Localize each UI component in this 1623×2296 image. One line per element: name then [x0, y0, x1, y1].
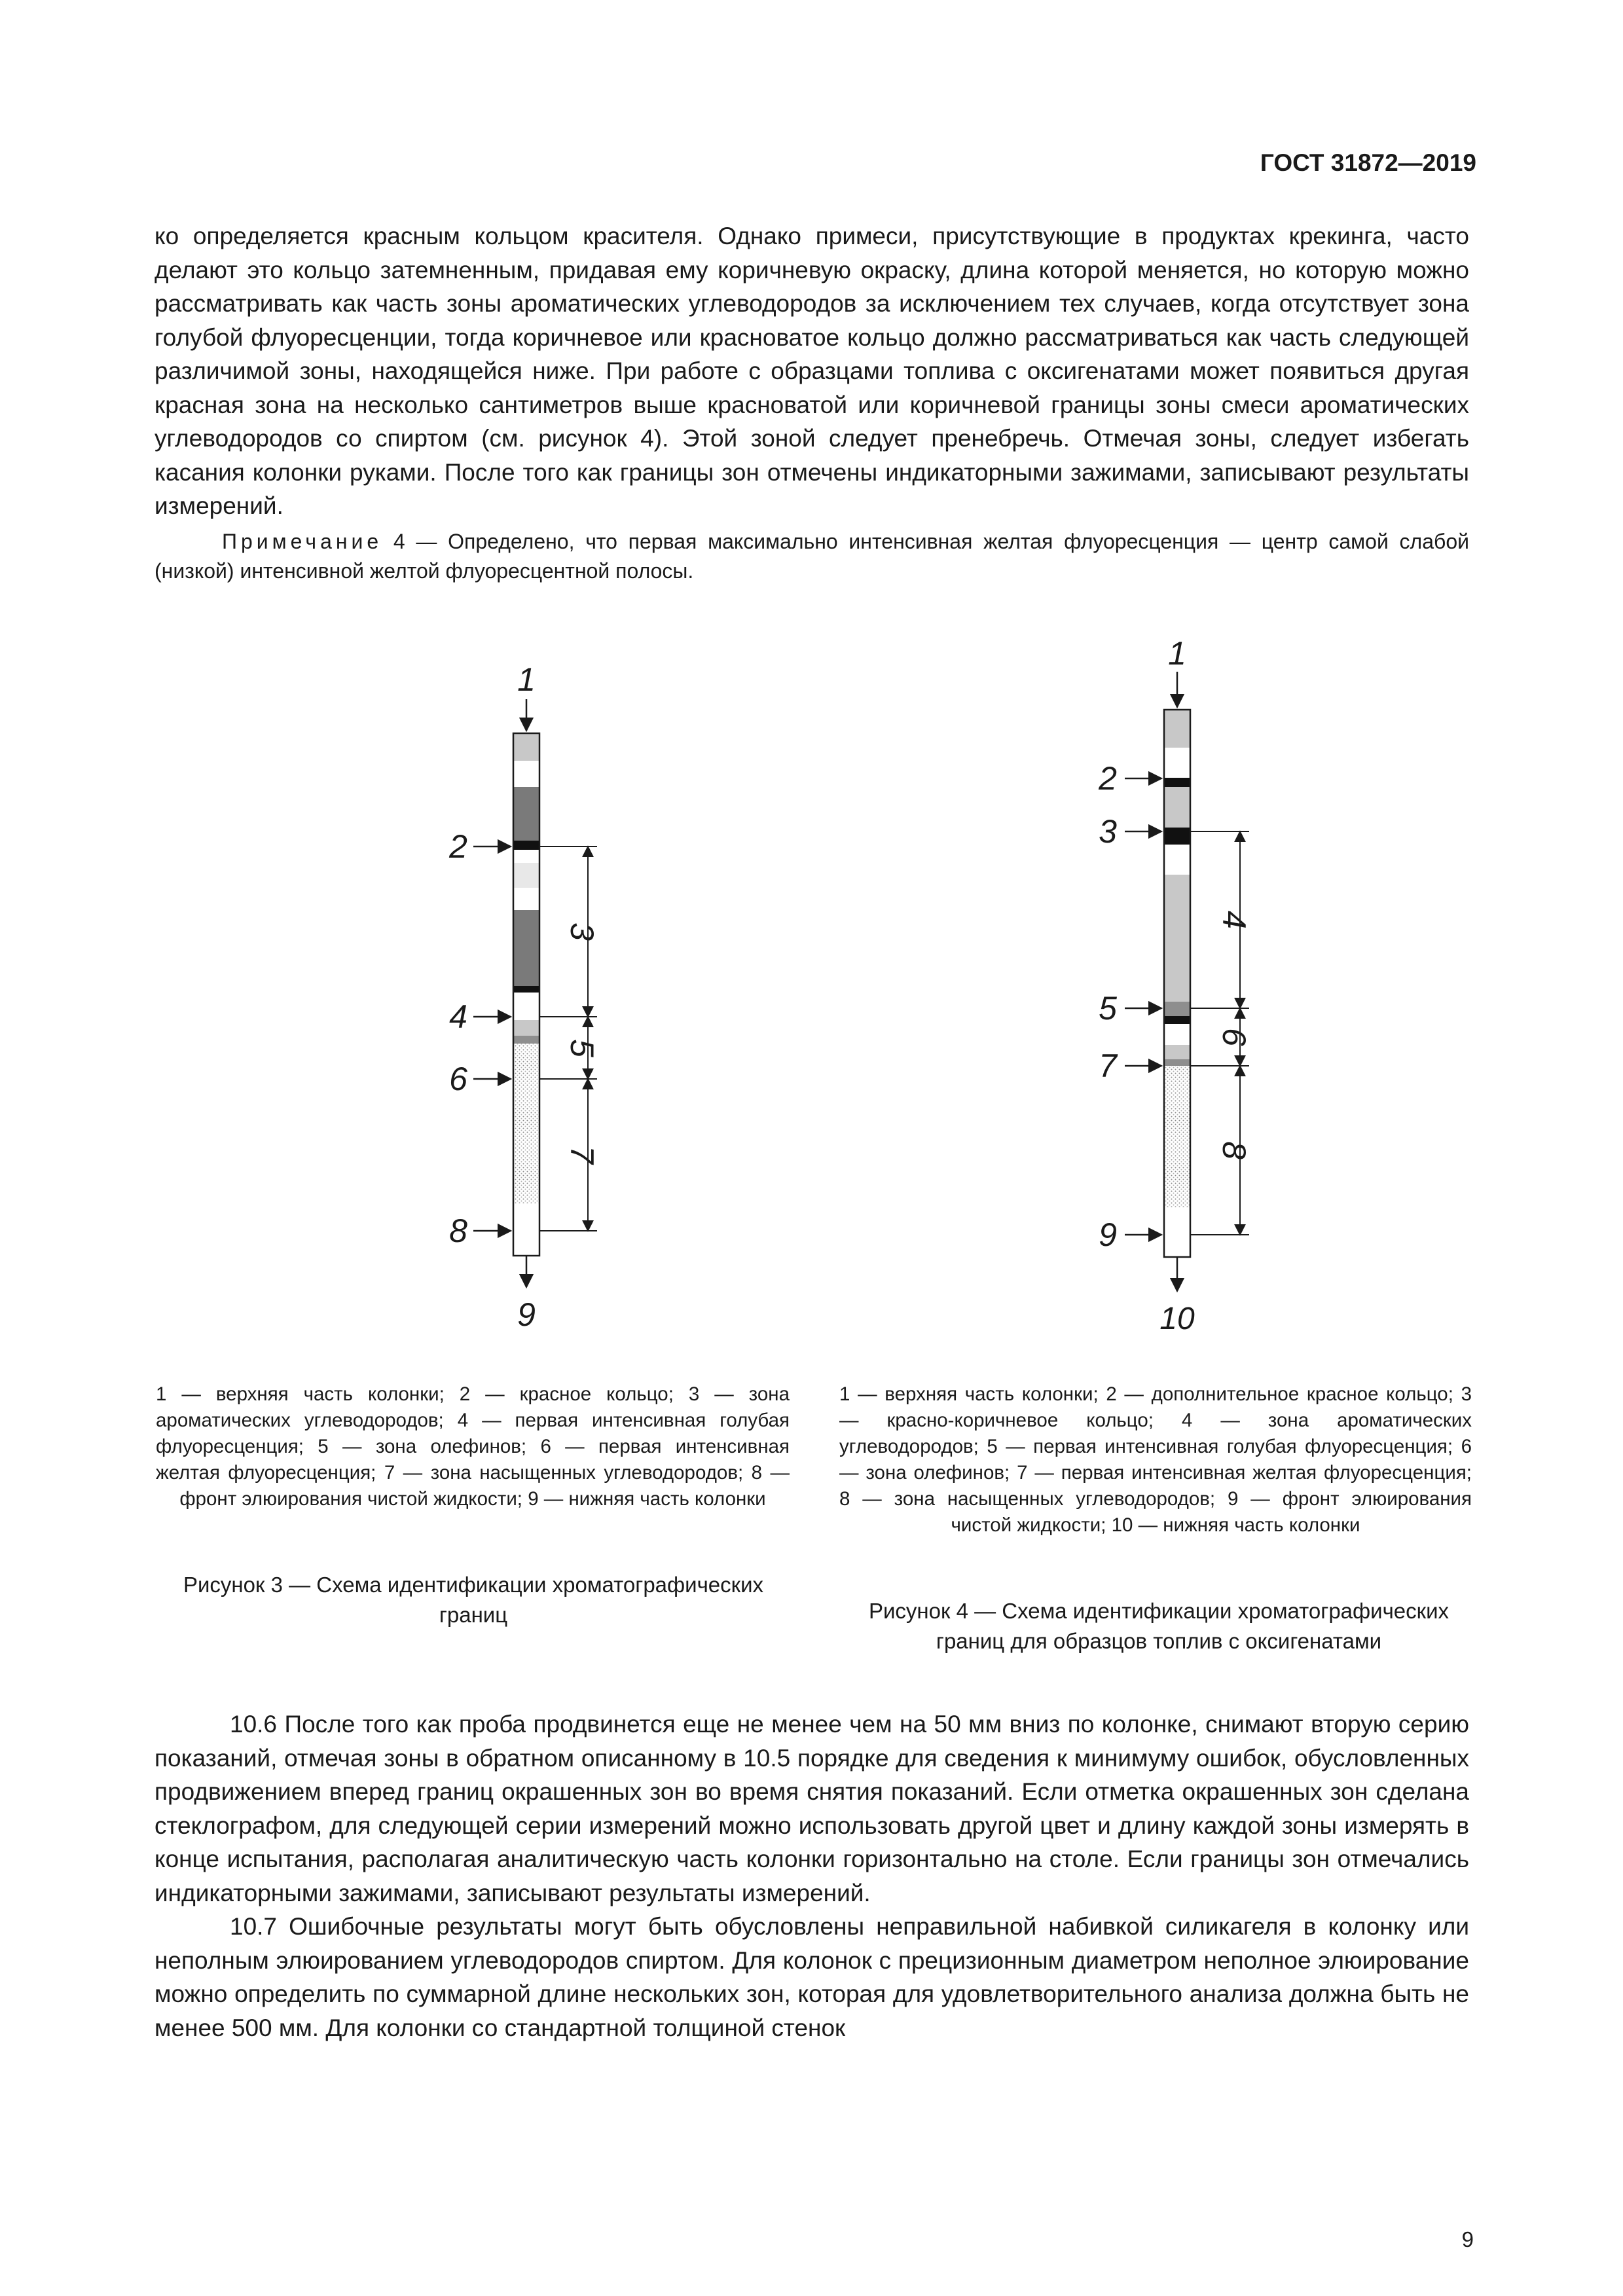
page-number: 9: [1461, 2227, 1474, 2251]
fig4-label-6: 6: [1216, 1028, 1252, 1046]
figure3-legend: 1 — верхняя часть колонки; 2 — красное кольцо; 3 — зона ароматических углеводородов; 4 — первая интенсивная голубая флуоресценция; 5 — зона олефинов; 6 — первая интенсивная желтая флуоресценция; 7 — зона насыщенных углеводородов; 8 — фронт элюирования чистой жидкости; 9 — нижняя часть колонки: [156, 1383, 790, 1510]
section-10-6-10-7: [155, 1707, 1469, 2045]
fig4-label-4: 4: [1216, 911, 1252, 929]
fig3-label-3: 3: [564, 922, 600, 941]
note-label: Примечание: [222, 529, 383, 553]
figure3-caption: Рисунок 3 — Схема идентификации хроматографических границ: [183, 1573, 764, 1627]
fig4-label-2: 2: [1099, 760, 1117, 797]
note-4: [155, 527, 1469, 586]
fig4-label-10: 10: [1159, 1302, 1195, 1336]
fig4-label-5: 5: [1099, 990, 1117, 1027]
fig4-label-7: 7: [1099, 1048, 1117, 1084]
figure4-legend: 1 — верхняя часть колонки; 2 — дополнительное красное кольцо; 3 — красно-коричневое кольцо; 4 — зона ароматических углеводородов; 5 — первая интенсивная голубая флуоресценция; 6 — зона олефинов; 7 — первая интенсивная желтая флуоресценция; 8 — зона насыщенных углеводородов; 9 — фронт элюирования чистой жидкости; 10 — нижняя часть колонки: [839, 1383, 1472, 1536]
figure3-column: [513, 733, 539, 1256]
fig4-label-9: 9: [1099, 1216, 1117, 1253]
paragraph-10-6: 10.6 После того как проба продвинется еще не менее чем на 50 мм вниз по колонке, снимают вторую серию показаний, отмечая зоны в обратном описанному в 10.5 порядке для сведения к минимуму ошибок, обусловленных продвижением вперед границ окрашенных зон во время снятия показаний. Если отметка окрашенных зон сделана стеклографом, для следующей серии измерений можно использовать другой цвет и длину каждой зоны измерять в конце испытания, располагая аналитическую часть колонки горизонтально на столе. Если границы зон отмечались индикаторными зажимами, записывают результаты измерений.: [155, 1711, 1469, 1906]
fig3-label-8: 8: [449, 1212, 467, 1249]
fig3-label-1: 1: [517, 661, 536, 698]
fig4-label-3: 3: [1099, 813, 1117, 850]
intro-section: [155, 219, 1469, 586]
figure4-column: [1164, 710, 1190, 1257]
fig3-label-2: 2: [449, 828, 467, 865]
note-text: 4 — Определено, что первая максимально интенсивная желтая флуоресценция — центр самой слабой (низкой) интенсивной желтой флуоресцентной полосы.: [155, 529, 1469, 583]
standard-header: ГОСТ 31872—2019: [1260, 149, 1476, 176]
fig3-label-4: 4: [449, 998, 467, 1035]
fig4-label-8: 8: [1216, 1141, 1252, 1159]
fig3-label-6: 6: [449, 1061, 467, 1097]
fig3-label-9: 9: [517, 1296, 536, 1333]
continuation-paragraph: ко определяется красным кольцом красителя. Однако примеси, присутствующие в продуктах крекинга, часто делают это кольцо затемненным, придавая ему коричневую окраску, длина которой меняется, но которую можно рассматривать как часть зоны ароматических углеводородов за исключением тех случаев, когда отсутствует зона голубой флуоресценции, тогда коричневое или красноватое кольцо должно рассматриваться как часть следующей различимой зоны, находящейся ниже. При работе с образцами топлива с оксигенатами может появиться другая красная зона на несколько сантиметров выше красноватой или коричневой границы зоны смеси ароматических углеводородов со спиртом (см. рисунок 4). Этой зоной следует пренебречь. Отмечая зоны, следует избегать касания колонки руками. После того как границы зон отмечены индикаторными зажимами, записывают результаты измерений.: [155, 223, 1469, 519]
figures-illustration: [0, 629, 1623, 1375]
fig3-label-7: 7: [564, 1146, 600, 1164]
figure4-caption: Рисунок 4 — Схема идентификации хроматографических границ для образцов топлив с оксигенатами: [868, 1599, 1450, 1653]
fig4-label-1: 1: [1168, 635, 1186, 672]
fig3-label-5: 5: [564, 1039, 600, 1057]
paragraph-10-7: 10.7 Ошибочные результаты могут быть обусловлены неправильной набивкой силикагеля в колонку или неполным элюированием углеводородов спиртом. Для колонок с прецизионным диаметром неполное элюирование можно определить по суммарной длине нескольких зон, которая для удовлетворительного анализа должна быть не менее 500 мм. Для колонки со стандартной толщиной стенок: [155, 1913, 1469, 2041]
